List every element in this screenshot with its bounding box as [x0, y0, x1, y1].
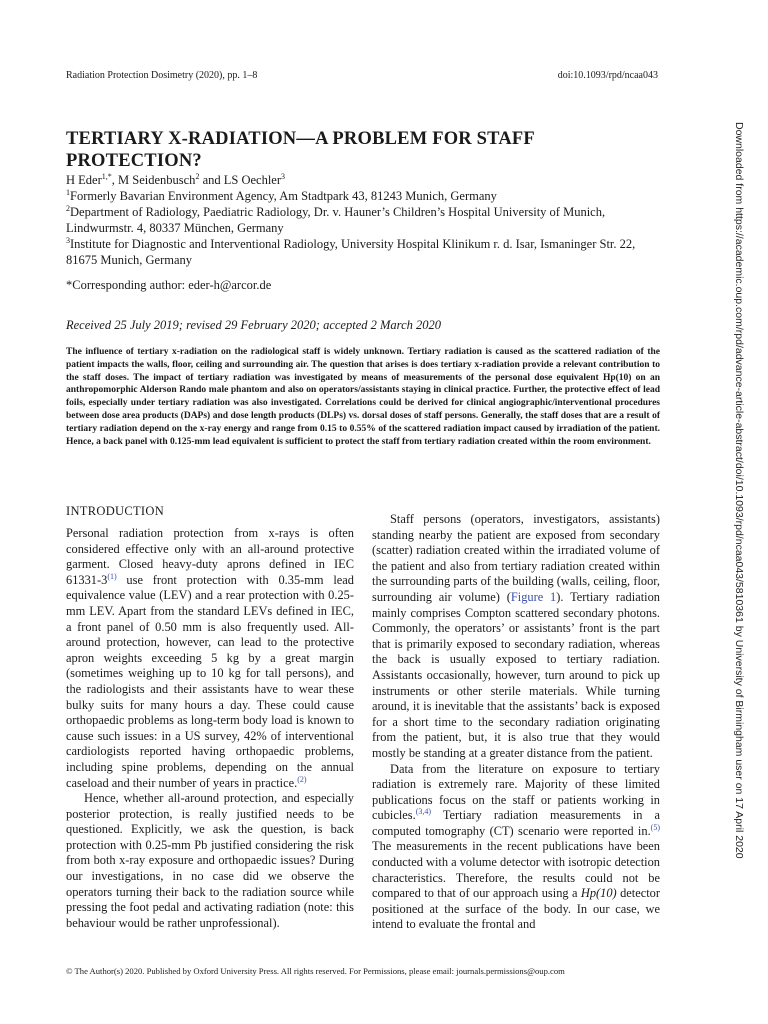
text-run: Tertiary radiation measurements in a computed tomography (CT) scenario were reported in.	[372, 808, 660, 838]
intro-paragraph-3	[372, 512, 660, 762]
text-run: ). Tertiary radiation mainly comprises Compton scattered secondary photons. Commonly, the operators’ or assistants’ front is the part that is primarily exposed to secondary radiation, whereas the back is usually exposed to tertiary radiation. Assistants occasionally, however, turn around to pick up instruments or other sterile materials. While turning around, it is inevitable that the assistants’ back is exposed for a short time to the secondary radiation originating from the patient, but, it is also true that they would mostly be standing at a greater distance from the patient.	[372, 589, 660, 760]
affiliation-1	[66, 188, 666, 204]
text-run: The measurements in the recent publications have been conducted with a volume detector with isotropic detection characteristics. Therefore, the results could not be compared to that of our approach using a	[372, 839, 660, 901]
author-list	[66, 172, 666, 188]
affiliation-3	[66, 236, 666, 268]
affiliation-2-text: Department of Radiology, Paediatric Radiology, Dr. v. Hauner’s Children’s Hospital University of Munich, Lindwurmstr. 4, 80337 München, Germany	[66, 205, 606, 236]
text-run: use front protection with 0.35-mm lead equivalence value (LEV) and a rear protection with 0.25-mm LEV. Apart from the standard LEVs defined in IEC, a front panel of 0.50 mm is also frequently used. All-around protection, however, can lead to the protective apron weights exceeding 5 kg by a great margin (sometimes weighing up to 10 kg for tall persons), and the radiologists and their assistants have to wear these bulky suits for many hours a day. These could cause orthopaedic problems as long-term body load is known to cause such issues: in a US survey, 42% of interventional cardiologists reported having orthopaedic problems, including spine problems, depending on the annual caseload and their number of years in practice.	[66, 572, 354, 790]
affiliation-1-number: 1	[66, 187, 70, 197]
intro-paragraph-4	[372, 762, 660, 934]
article-title	[66, 128, 626, 172]
citation-link[interactable]: (2)	[297, 774, 307, 784]
copyright-footer: © The Author(s) 2020. Published by Oxford University Press. All rights reserved. For Permissions, please email: journals.permissions@oup.com	[66, 966, 565, 976]
text-run: Personal radiation protection from x-rays is often considered effective only with an all-around protective garment. Closed heavy-duty aprons defined in IEC 61331-3	[66, 526, 354, 587]
figure-1-link[interactable]: Figure 1	[510, 589, 557, 604]
doi-header: doi:10.1093/rpd/ncaa043	[557, 70, 658, 81]
author-seidenbusch: , M Seidenbusch	[111, 173, 196, 187]
text-run: detector positioned at the surface of the body. In our case, we intend to evaluate the frontal and	[372, 886, 660, 932]
author-seidenbusch-affil: 2	[195, 171, 200, 181]
intro-paragraph-2: Hence, whether all-around protection, and especially posterior protection, is really justified needs to be questioned. Explicitly, we ask the question, is back protection with 0.25-mm Pb justified considering the risk from both x-ray exposure and orthopaedic issues? During our investigations, in no case did we observe the operators turning their back to the radiation source while pressing the foot pedal and activating radiation (note: this behaviour would be rather unprofessional).	[66, 791, 354, 930]
left-column	[66, 526, 354, 931]
title-line-1: TERTIARY X-RADIATION—A PROBLEM FOR STAFF	[66, 129, 535, 149]
section-heading-introduction: INTRODUCTION	[66, 504, 165, 518]
text-run: Staff persons (operators, investigators, assistants) standing nearby the patient are exposed from secondary (scatter) radiation created within the irradiated volume of the patient and also from tertiary radiation created within the surrounding parts of the building (walls, ceiling, floor, surrounding air volume) (	[372, 512, 660, 604]
affiliation-3-text: Institute for Diagnostic and Interventional Radiology, University Hospital Klinikum r. d. Isar, Ismaninger Str. 22, 81675 Munich, Germany	[66, 237, 636, 268]
author-eder-affil: 1,*	[101, 171, 112, 181]
author-eder: H Eder	[66, 173, 102, 187]
corresponding-author: *Corresponding author: eder-h@arcor.de	[66, 278, 272, 292]
abstract: The influence of tertiary x-radiation on the radiological staff is widely unknown. Tertiary radiation is caused as the scattered radiation of the patient impacts the walls, floor, ceiling and surrounding air. The question that arises is does tertiary x-radiation provide a relevant contribution to the staff doses. The impact of tertiary radiation was investigated by means of measurements of the personal dose equivalent Hp(10) on an anthropomorphic Alderson Rando male phantom and also on operators/assistants staying in clinical practice. Further, the protective effect of lead foils, especially under tertiary radiation was also investigated. Correlations could be derived for clinical angiographic/interventional procedures between dose area products (DAPs) and dose length products (DLPs) vs. dorsal doses of staff persons. Generally, the staff doses that are a result of tertiary radiation depend on the x-ray energy and range from 0.15 to 0.55% of the scattered radiation impact caused by irradiation of the patient. Hence, a back panel with 0.125-mm lead equivalent is sufficient to protect the staff from tertiary radiation created within the room environment.	[66, 347, 660, 447]
citation-link[interactable]: (1)	[107, 571, 117, 581]
received-dates: Received 25 July 2019; revised 29 February 2020; accepted 2 March 2020	[66, 318, 441, 332]
affiliation-1-text: Formerly Bavarian Environment Agency, Am Stadtpark 43, 81243 Munich, Germany	[70, 189, 497, 203]
text-run: Data from the literature on exposure to tertiary radiation is extremely rare. Majority of these limited publications focus on the staff or patients working in cubicles.	[372, 761, 660, 823]
affiliation-2	[66, 204, 666, 236]
journal-header: Radiation Protection Dosimetry (2020), pp. 1–8	[66, 70, 258, 81]
right-column	[372, 512, 660, 933]
affiliation-2-number: 2	[66, 203, 70, 213]
download-watermark: Downloaded from https://academic.oup.com/rpd/advance-article-abstract/doi/10.1093/rpd/ncaa043/5810361 by University of Birmingham user on 17 April 2020	[733, 122, 745, 859]
text-run: Hp(10)	[580, 886, 617, 901]
citation-link[interactable]: (5)	[650, 822, 660, 832]
citation-link[interactable]: (3,4)	[415, 807, 432, 817]
author-oechler-affil: 3	[281, 171, 286, 181]
intro-paragraph-1	[66, 526, 354, 791]
affiliation-3-number: 3	[66, 235, 70, 245]
author-oechler: and LS Oechler	[199, 173, 282, 187]
title-line-2: PROTECTION?	[66, 151, 202, 171]
